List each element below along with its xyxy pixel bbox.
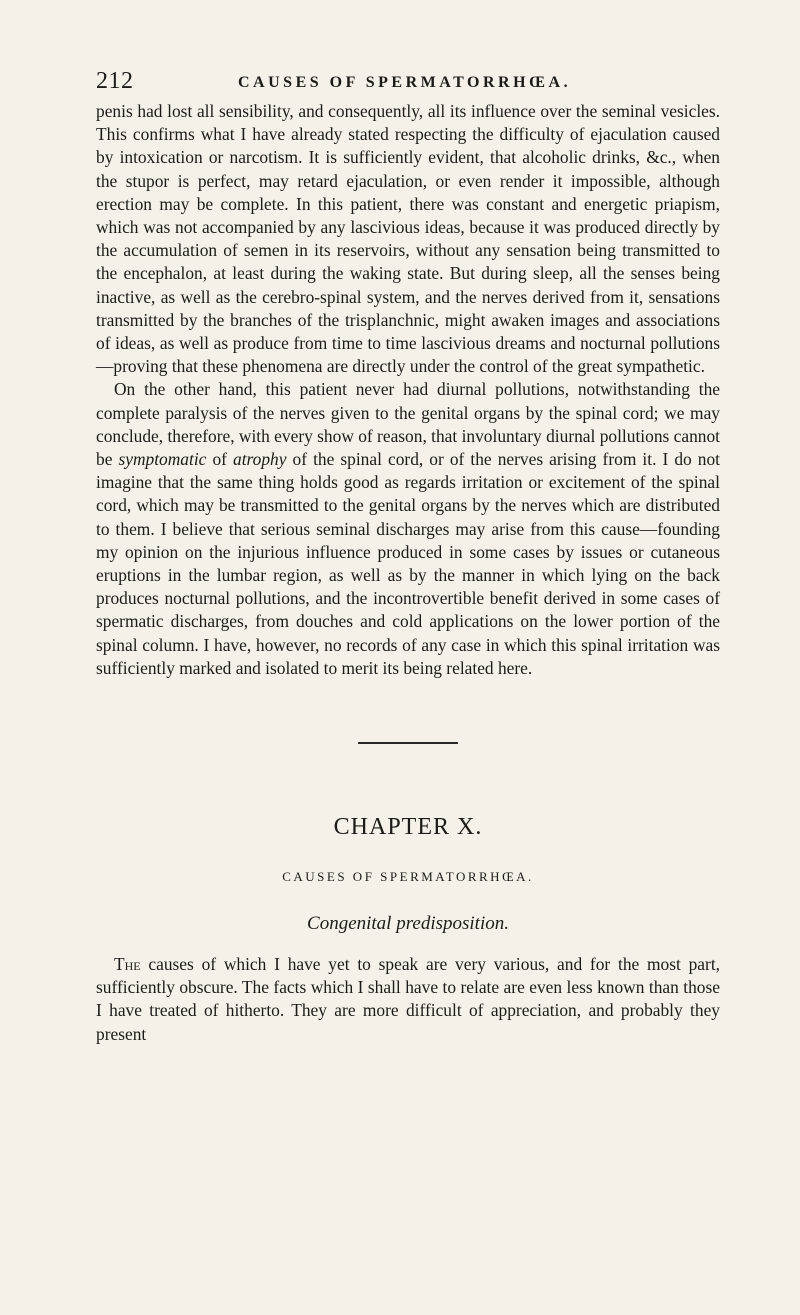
emphasis-symptomatic: symptomatic — [118, 449, 207, 470]
running-head — [96, 60, 720, 100]
running-title: CAUSES OF SPERMATORRHŒA. — [238, 74, 572, 91]
opening-word: The — [114, 954, 141, 975]
paragraph-1: penis had lost all sensibility, and consequently, all its influence over the seminal vesicles. This confirms what I have already stated respecting the difficulty of ejaculation caused by intoxication or narcotism. It is sufficiently evident, that alcoholic drinks, &c., when the stupor is perfect, may retard ejaculation, or even render it impossible, although erection may be complete. In this patient, there was constant and energetic priapism, which was not accompanied by any lascivious ideas, because it was produced directly by the accumulation of semen in its reservoirs, without any sensation being transmitted to the encephalon, at least during the waking state. But during sleep, all the senses being inactive, as well as the cerebro-spinal system, and the nerves derived from it, sensations transmitted by the branches of the trisplanchnic, might awaken images and associations of ideas, as well as produce from time to time lascivious dreams and nocturnal pollutions—proving that these phenomena are directly under the control of the great sympathetic. — [96, 101, 720, 377]
book-page — [96, 60, 720, 1046]
chapter-subtitle: CAUSES OF SPERMATORRHŒA. — [282, 869, 534, 885]
chapter-title: CHAPTER X. — [333, 814, 483, 841]
chapter-opening-paragraph — [96, 953, 720, 1046]
paragraph-2 — [96, 378, 720, 680]
emphasis-atrophy: atrophy — [233, 449, 287, 470]
section-divider — [358, 742, 458, 744]
paragraph-2-text-b: of — [206, 449, 233, 470]
paragraph-2-text-c: of the spinal cord, or of the nerves arising from it. I do not imagine that the same thing holds good as regards irritation or excitement of the spinal cord, which may be transmitted to the genital organs by the nerves which are distributed to them. I believe that serious seminal discharges may arise from this cause—founding my opinion on the injurious influence produced in some cases by issues or cutaneous eruptions in the lumbar region, as well as by the manner in which lying on the back produces nocturnal pollutions, and the incontrovertible benefit derived in some cases of spermatic discharges, from douches and cold applications on the lower portion of the spinal column. I have, however, no records of any case in which this spinal irritation was sufficiently marked and isolated to merit its being related here. — [96, 449, 721, 678]
opening-text: causes of which I have yet to speak are very various, and for the most part, sufficiently obscure. The facts which I shall have to relate are even less known than those I have treated of hitherto. They are more difficult of appreciation, and probably they present — [96, 954, 720, 1044]
section-heading: Congenital predisposition. — [307, 913, 509, 935]
paragraph-2-text-a: On the other hand, this patient never had diurnal pollutions, notwithstanding the complete paralysis of the nerves given to the genital organs by the spinal cord; we may conclude, therefore, with every show of reason, that involuntary diurnal pollutions cannot be — [96, 379, 720, 470]
page-number: 212 — [96, 68, 134, 94]
